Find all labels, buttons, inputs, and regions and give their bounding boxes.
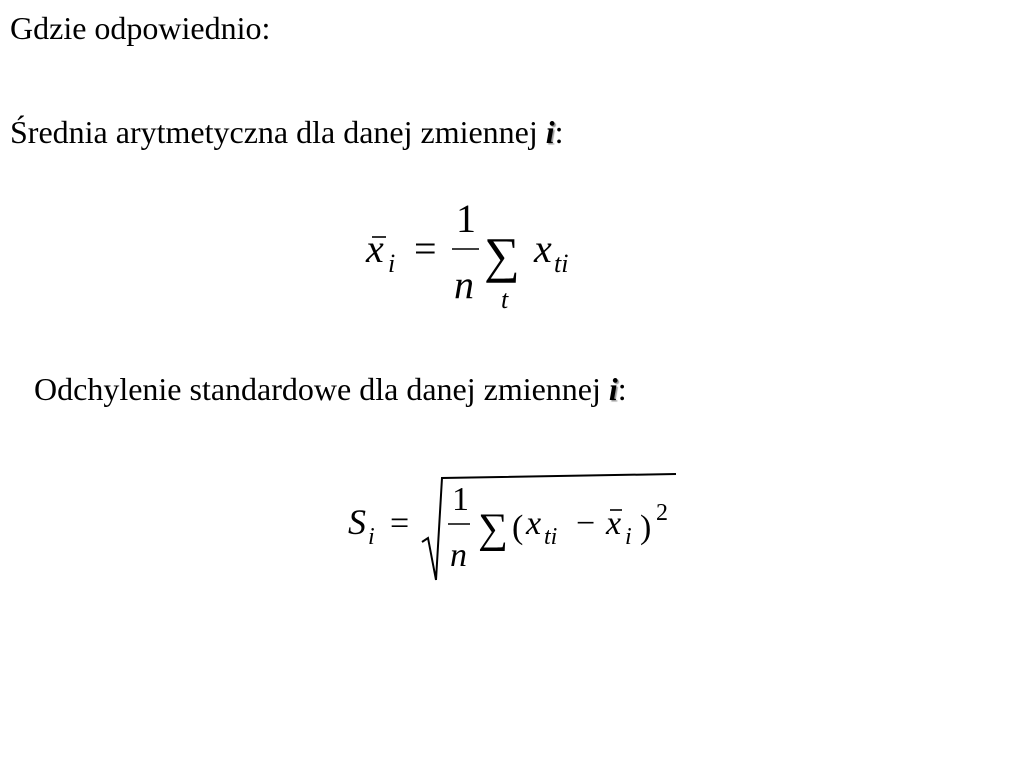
minus-sign: − (576, 505, 596, 542)
mean-description (10, 114, 564, 150)
summation-sign: ∑ (484, 227, 520, 283)
mean-description-text: Średnia arytmetyczna dla danej zmiennej (10, 114, 546, 150)
equals-sign: = (414, 226, 437, 271)
fraction-numerator: 1 (452, 481, 469, 518)
term-variable: x (526, 505, 542, 542)
arithmetic-mean-formula (330, 190, 620, 320)
right-parenthesis: ) (640, 509, 652, 546)
exponent: 2 (656, 500, 668, 526)
mean-variable: x (606, 505, 622, 542)
summation-sign: ∑ (478, 506, 508, 552)
lhs-subscript: i (368, 524, 375, 550)
term-subscript: ti (544, 524, 558, 550)
fraction-denominator: n (450, 537, 467, 574)
lhs-variable: x (366, 226, 384, 271)
fraction-denominator: n (454, 262, 474, 307)
fraction-numerator: 1 (456, 196, 476, 241)
mean-subscript: i (625, 524, 632, 550)
standard-deviation-description (34, 371, 627, 407)
lhs-subscript: i (388, 249, 396, 278)
lhs-variable: S (348, 502, 366, 542)
standard-deviation-description-text: Odchylenie standardowe dla danej zmiennej (34, 371, 609, 407)
term-variable: x (534, 226, 552, 271)
standard-deviation-formula-svg (330, 466, 690, 586)
arithmetic-mean-formula-svg (330, 190, 620, 320)
equals-sign: = (390, 505, 410, 542)
summation-subscript: t (501, 285, 509, 314)
colon: : (554, 114, 564, 150)
standard-deviation-formula (330, 466, 690, 586)
variable-i-label: i (545, 114, 555, 150)
left-parenthesis: ( (512, 509, 524, 546)
intro-text: Gdzie odpowiednio: (10, 10, 271, 46)
colon: : (617, 371, 627, 407)
variable-i-label: i (608, 371, 618, 407)
term-subscript: ti (554, 249, 569, 278)
